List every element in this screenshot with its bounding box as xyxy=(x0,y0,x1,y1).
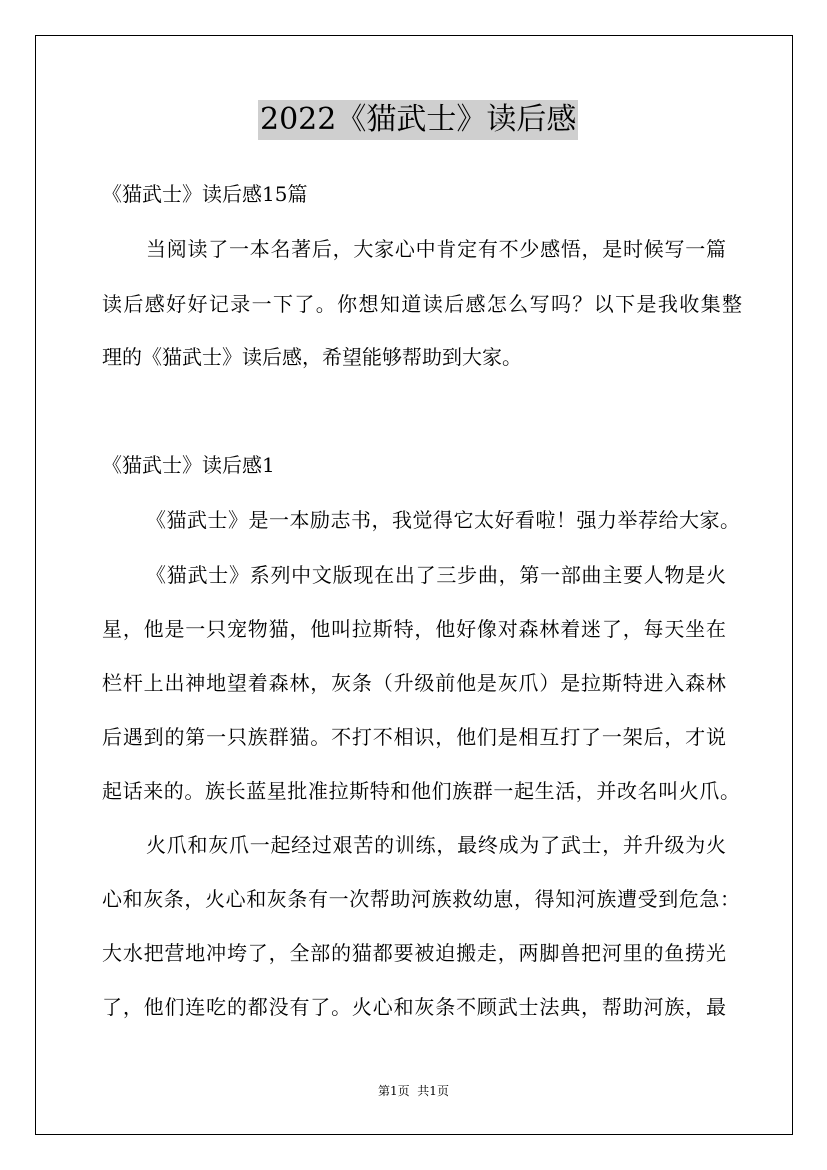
document-title: 2022《猫武士》读后感 xyxy=(258,100,578,140)
body-line: 起话来的。族长蓝星批准拉斯特和他们族群一起生活，并改名叫火爪。 xyxy=(102,779,740,803)
page-number: 第1页 共1页 xyxy=(378,1084,449,1098)
body-line: 了，他们连吃的都没有了。火心和灰条不顾武士法典，帮助河族，最 xyxy=(102,995,726,1019)
body-line: 心和灰条，火心和灰条有一次帮助河族救幼崽，得知河族遭受到危急： xyxy=(102,887,740,911)
body-line: 《猫武士》是一本励志书，我觉得它太好看啦！强力举荐给大家。 xyxy=(146,508,740,532)
body-line: 《猫武士》系列中文版现在出了三步曲，第一部曲主要人物是火 xyxy=(146,563,726,587)
body-line: 栏杆上出神地望着森林，灰条（升级前他是灰爪）是拉斯特进入森林 xyxy=(102,671,726,695)
body-line: 后遇到的第一只族群猫。不打不相识，他们是相互打了一架后，才说 xyxy=(102,725,726,749)
section-heading: 《猫武士》读后感1 xyxy=(102,453,275,477)
intro-line: 理的《猫武士》读后感，希望能够帮助到大家。 xyxy=(102,345,522,369)
document-subtitle: 《猫武士》读后感15篇 xyxy=(102,182,308,206)
body-line: 大水把营地冲垮了，全部的猫都要被迫搬走，两脚兽把河里的鱼捞光 xyxy=(102,941,726,965)
intro-line: 读后感好好记录一下了。你想知道读后感怎么写吗？以下是我收集整 xyxy=(102,292,742,316)
intro-line: 当阅读了一本名著后，大家心中肯定有不少感悟，是时候写一篇 xyxy=(146,237,726,261)
body-line: 星，他是一只宠物猫，他叫拉斯特，他好像对森林着迷了，每天坐在 xyxy=(102,617,726,641)
body-line: 火爪和灰爪一起经过艰苦的训练，最终成为了武士，并升级为火 xyxy=(146,833,726,857)
